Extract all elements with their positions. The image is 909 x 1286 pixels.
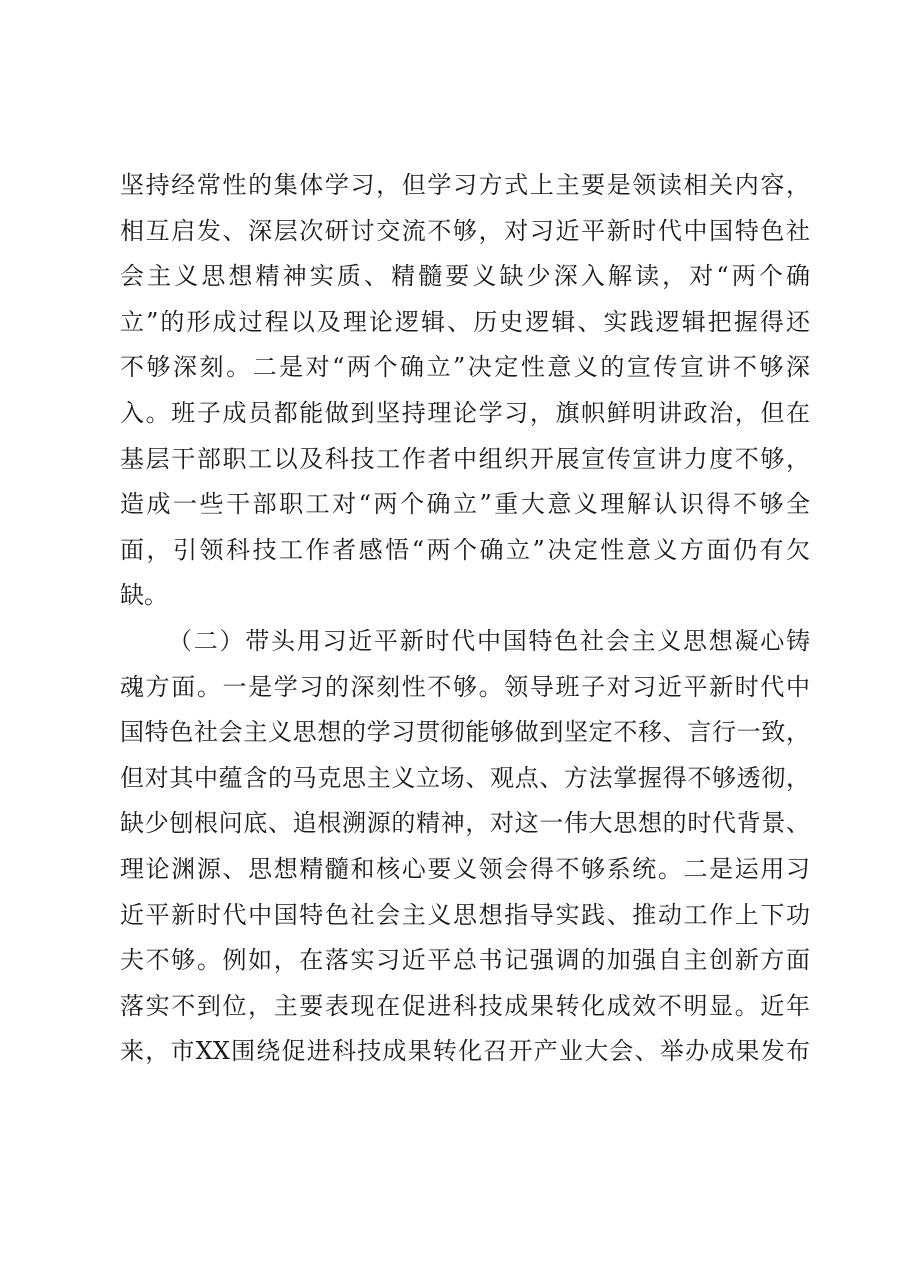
text-line: 不够深刻。二是对“两个确立”决定性意义的宣传宣讲不够深 <box>120 353 810 382</box>
text-line: 造成一些干部职工对“两个确立”重大意义理解认识得不够全 <box>120 490 810 519</box>
text-line: 会主义思想精神实质、精髓要义缺少深入解读，对“两个确 <box>120 262 810 291</box>
body-text <box>120 163 810 1075</box>
text-line: 近平新时代中国特色社会主义思想指导实践、推动工作上下功 <box>120 900 810 929</box>
text-line: 坚持经常性的集体学习，但学习方式上主要是领读相关内容， <box>120 171 810 199</box>
text-line: 相互启发、深层次研讨交流不够，对习近平新时代中国特色社 <box>120 216 810 245</box>
text-line: 入。班子成员都能做到坚持理论学习，旗帜鲜明讲政治，但在 <box>120 398 810 427</box>
text-line: 缺。 <box>120 581 168 610</box>
text-line: 理论渊源、思想精髓和核心要义领会得不够系统。二是运用习 <box>120 854 810 883</box>
text-line: 落实不到位，主要表现在促进科技成果转化成效不明显。近年 <box>120 991 810 1020</box>
text-line: 国特色社会主义思想的学习贯彻能够做到坚定不移、言行一致， <box>120 718 810 747</box>
text-line: 来，市XX围绕促进科技成果转化召开产业大会、举办成果发布 <box>120 1037 810 1066</box>
text-line: 缺少刨根问底、追根溯源的精神，对这一伟大思想的时代背景、 <box>120 809 810 838</box>
text-line: 立”的形成过程以及理论逻辑、历史逻辑、实践逻辑把握得还 <box>120 307 810 336</box>
text-line: 面，引领科技工作者感悟“两个确立”决定性意义方面仍有欠 <box>120 535 810 564</box>
text-line: 但对其中蕴含的马克思主义立场、观点、方法掌握得不够透彻， <box>120 763 810 792</box>
text-line: 夫不够。例如，在落实习近平总书记强调的加强自主创新方面 <box>120 946 810 975</box>
section-heading-line: （二）带头用习近平新时代中国特色社会主义思想凝心铸 <box>168 626 810 655</box>
text-line: 魂方面。一是学习的深刻性不够。领导班子对习近平新时代中 <box>120 672 810 701</box>
text-line: 基层干部职工以及科技工作者中组织开展宣传宣讲力度不够， <box>120 444 810 473</box>
